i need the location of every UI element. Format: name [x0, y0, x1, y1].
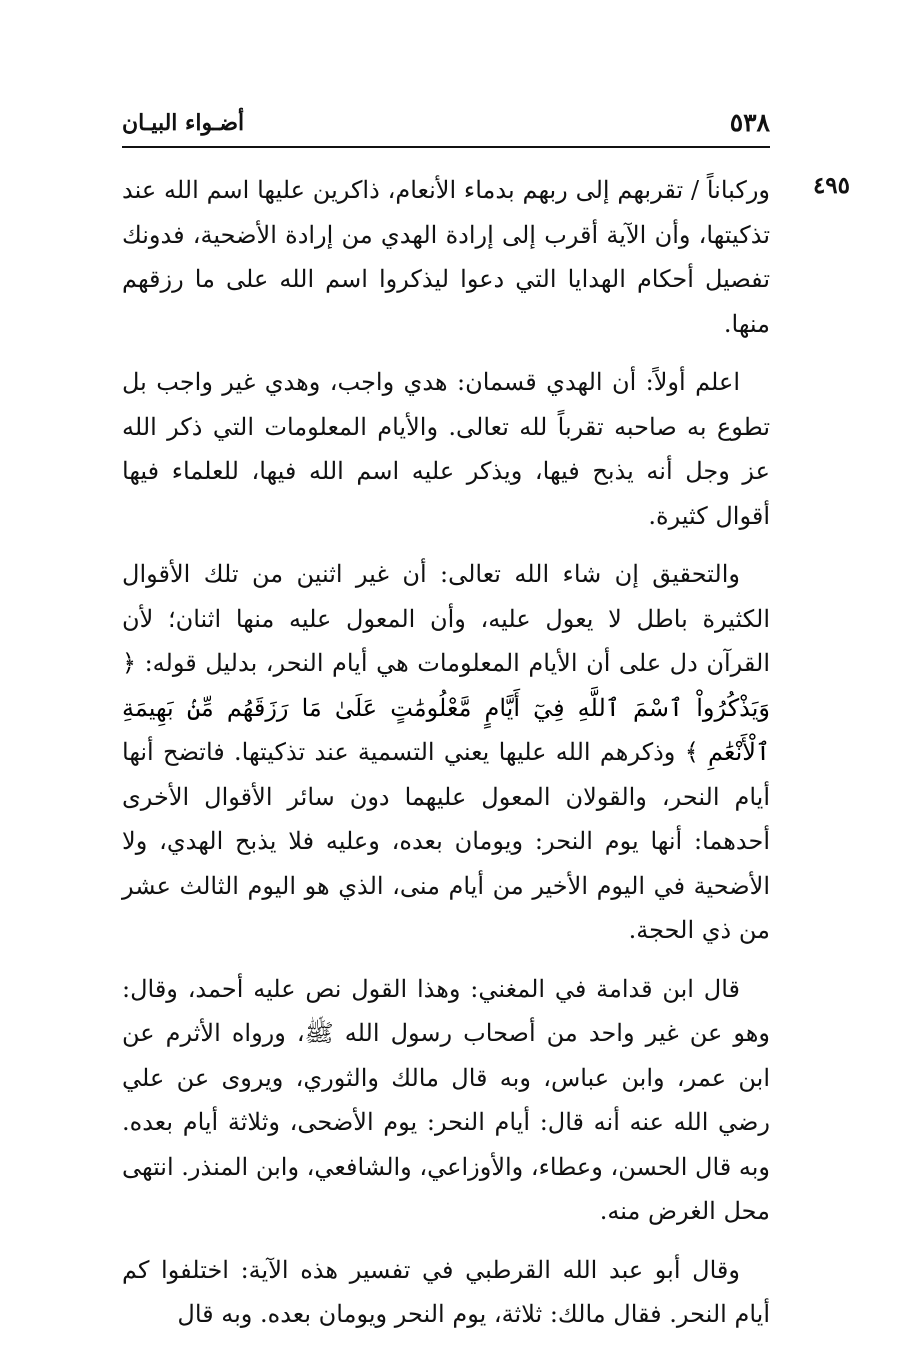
quran-verse: ﴿ وَيَذْكُرُواْ ٱسْمَ ٱللَّهِ فِيٓ أَيَّامٍ مَّعْلُومَٰتٍ عَلَىٰ مَا رَزَقَهُم مِّنۢ بَهِيمَةِ ٱلْأَنْعَٰمِ ﴾: [122, 649, 771, 766]
page-body: [122, 168, 770, 1351]
paragraph-text: وذكرهم الله عليها يعني التسمية عند تذكيتها. فاتضح أنها أيام النحر، والقولان المعول عليهما دون سائر الأقوال الأخرى أحدهما: أنها يوم النحر: ويومان بعده، وعليه فلا يذبح الهدي، ولا الأضحية في اليوم الأخير من أيام منى، الذي هو اليوم الثالث عشر من ذي الحجة.: [122, 738, 770, 944]
page-number: ٥٣٨: [729, 108, 770, 137]
paragraph: وقال أبو عبد الله القرطبي في تفسير هذه الآية: اختلفوا كم أيام النحر. فقال مالك: ثلاثة، يوم النحر ويومان بعده. وبه قال: [122, 1255, 770, 1328]
margin-reference-number: ٤٩٥: [812, 172, 850, 199]
paragraph-text: والتحقيق إن شاء الله تعالى: أن غير اثنين من تلك الأقوال الكثيرة باطل لا يعول عليه، وأن المعول عليه منها اثنان؛ لأن القرآن دل على أن الأيام المعلومات هي أيام النحر، بدليل قوله:: [122, 560, 770, 677]
paragraph: وركباناً / تقربهم إلى ربهم بدماء الأنعام، ذاكرين عليها اسم الله عند تذكيتها، وأن الآية أقرب إلى إرادة الهدي من إرادة الأضحية، فدونك تفصيل أحكام الهدايا التي دعوا ليذكروا اسم الله على ما رزقهم منها.: [122, 176, 770, 338]
paragraph: [122, 552, 770, 953]
paragraph: اعلم أولاً: أن الهدي قسمان: هدي واجب، وهدي غير واجب بل تطوع به صاحبه تقرباً لله تعالى. والأيام المعلومات التي ذكر الله عز وجل أنه يذبح فيها، ويذكر عليه اسم الله فيها، للعلماء فيها أقوال كثيرة.: [122, 368, 770, 530]
page-header: [122, 108, 770, 148]
running-title: أضـواء البيـان: [122, 110, 245, 136]
paragraph: قال ابن قدامة في المغني: وهذا القول نص عليه أحمد، وقال: وهو عن غير واحد من أصحاب رسول الله ﷺ، ورواه الأثرم عن ابن عمر، وابن عباس، وبه قال مالك والثوري، ويروى عن علي رضي الله عنه أنه قال: أيام النحر: يوم الأضحى، وثلاثة أيام بعده. وبه قال الحسن، وعطاء، والأوزاعي، والشافعي، وابن المنذر. انتهى محل الغرض منه.: [122, 974, 770, 1225]
